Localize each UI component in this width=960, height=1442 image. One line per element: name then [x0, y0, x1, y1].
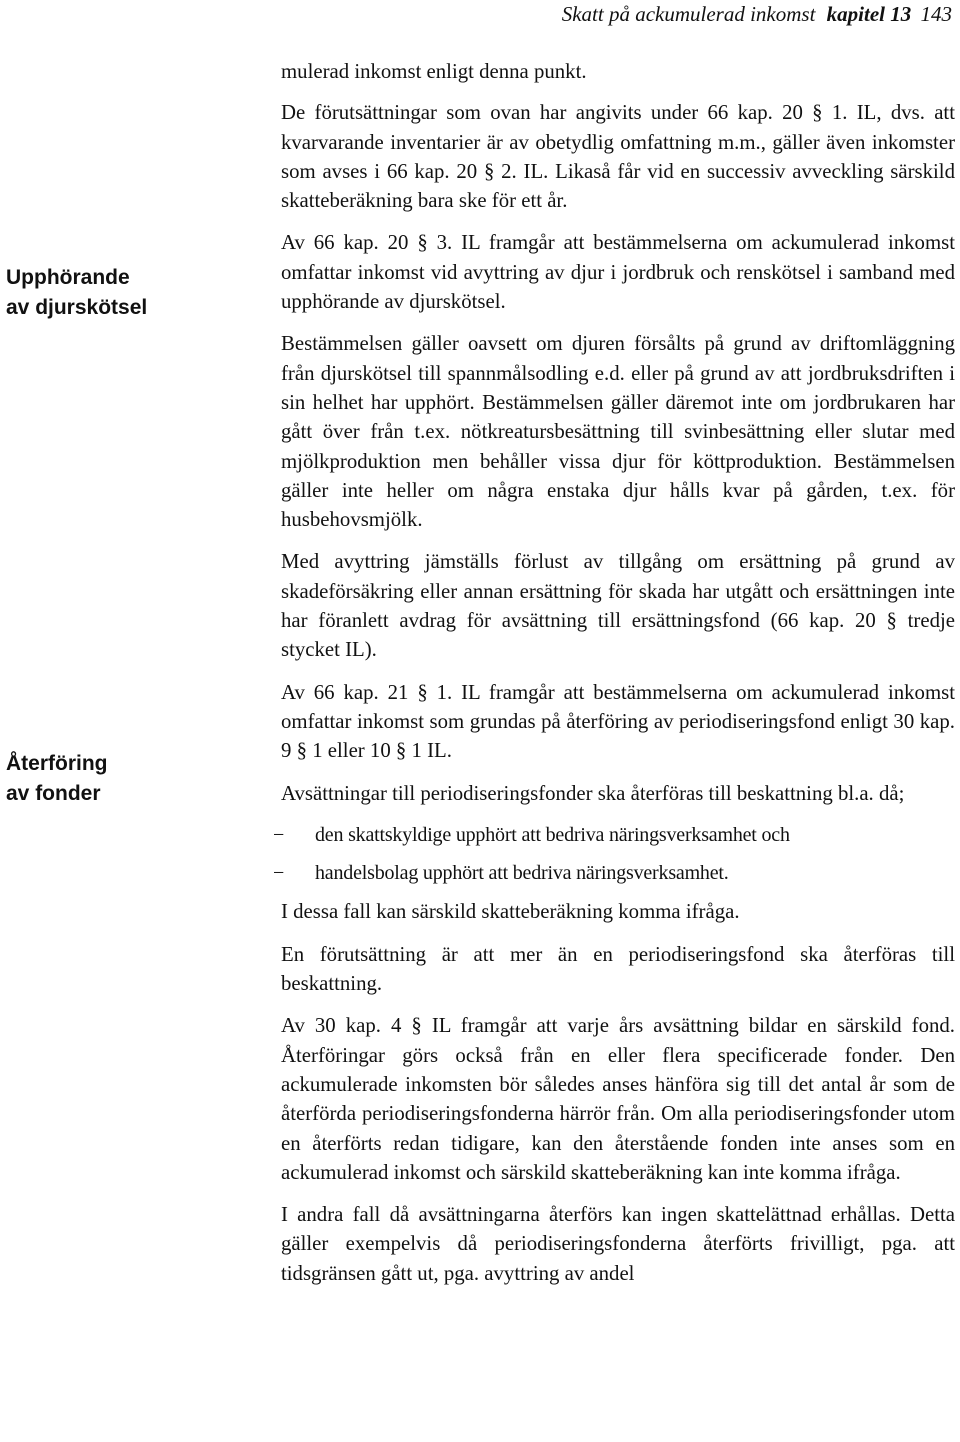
margin-note-line: av djurskötsel: [6, 296, 148, 319]
paragraph: I andra fall då avsättningarna återförs kan ingen skattelättnad erhållas. Detta gäller exempelvis då periodiseringsfonderna återförts frivilligt, pga. att tidsgränsen gått ut, pga. avyttring av andel: [281, 1203, 955, 1285]
list-item: [273, 859, 955, 888]
dash-bullet: −: [273, 862, 285, 885]
dash-bullet: −: [273, 823, 285, 846]
paragraph: Av 66 kap. 21 § 1. IL framgår att bestämmelserna om ackumulerad inkomst omfattar inkomst som grundas på återföring av periodiseringsfond enligt 30 kap. 9 § 1 eller 10 § 1 IL.: [281, 680, 955, 763]
running-title: Skatt på ackumulerad inkomst: [561, 2, 816, 26]
chapter-label: kapitel 13: [826, 2, 912, 26]
paragraph: Bestämmelsen gäller oavsett om djuren försålts på grund av driftomläggning från djurskötsel till spannmålsodling e.d. eller på grund av att jordbruksdriften i sin helhet har upphört. Bestämmelsen gäller däremot inte om jordbrukaren har gått över från t.ex. nötkreatursbesättning till svinbesättning eller slutar med mjölkproduktion men behåller vissa djur för köttproduktion. Bestämmelsen gäller inte heller om några enstaka djur hålls kvar på gården, t.ex. för husbehovsmjölk.: [281, 332, 955, 532]
paragraph: Med avyttring jämställs förlust av tillgång om ersättning på grund av skadeförsäkring eller annan ersättning för skada har utgått och ersättningen inte har föranlett avdrag för avsättning till ersättningsfond (66 kap. 20 § tredje stycket IL).: [281, 550, 955, 662]
list-item-text: handelsbolag upphört att bedriva näringsverksamhet.: [315, 862, 729, 885]
margin-note-line: Återföring: [6, 752, 108, 775]
margin-note-line: av fonder: [6, 782, 101, 805]
margin-note-line: Upphörande: [6, 266, 130, 289]
list-item-text: den skattskyldige upphört att bedriva näringsverksamhet och: [315, 823, 790, 846]
margin-note-aterforing: [6, 749, 246, 809]
paragraph: Avsättningar till periodiseringsfonder ska återföras till beskattning bl.a. då;: [281, 781, 905, 805]
running-header: [562, 2, 952, 27]
list-item: [273, 821, 955, 850]
page-number: 143: [920, 2, 952, 26]
paragraph: I dessa fall kan särskild skatteberäkning komma ifråga.: [281, 900, 740, 924]
paragraph: En förutsättning är att mer än en periodiseringsfond ska återföras till beskattning.: [281, 942, 955, 996]
paragraph: Av 66 kap. 20 § 3. IL framgår att bestämmelserna om ackumulerad inkomst omfattar inkomst vid avyttring av djur i jordbruk och renskötsel i samband med upphörande av djurskötsel.: [281, 231, 955, 314]
margin-note-upphorande: [6, 263, 246, 323]
paragraph: De förutsättningar som ovan har angivits under 66 kap. 20 § 1. IL, dvs. att kvarvarande inventarier är av obetydlig omfattning m.m., gäller även inkomster som avses i 66 kap. 20 § 2. IL. Likaså får vid en successiv avveckling särskild skatteberäkning bara ske för ett år.: [281, 101, 955, 213]
paragraph: mulerad inkomst enligt denna punkt.: [281, 60, 587, 83]
body-text: [273, 57, 955, 1301]
paragraph: Av 30 kap. 4 § IL framgår att varje års avsättning bildar en särskild fond. Återföringar görs också från en eller flera specificerade fonder. Den ackumulerade inkomsten bör således anses hänföra sig till det antal år som de återförda periodiseringsfonderna härrör från. Om alla periodiseringsfonder utom en återförts redan tidigare, kan den återstående fonden inte anses som en ackumulerad inkomst och särskild skatteberäkning kan inte komma ifråga.: [281, 1014, 955, 1184]
